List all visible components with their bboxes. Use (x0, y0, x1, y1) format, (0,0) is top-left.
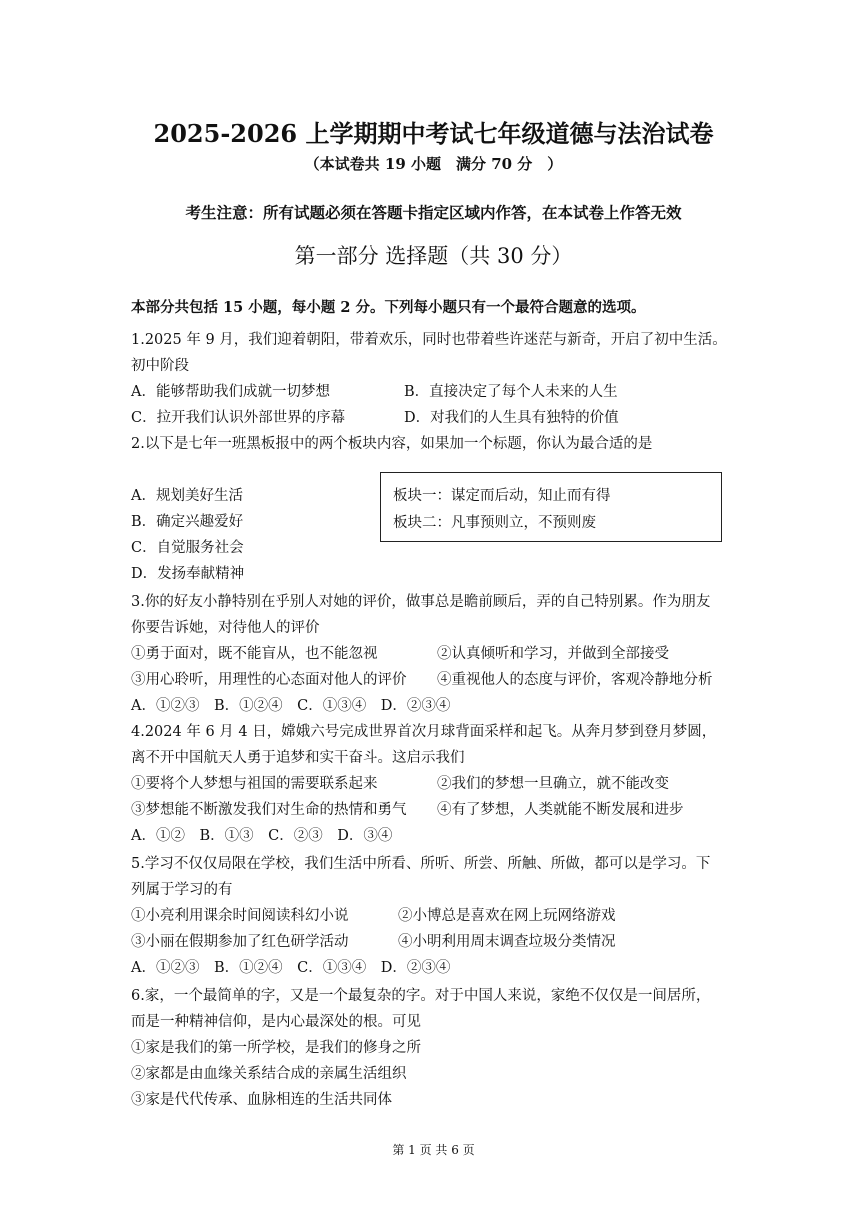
q3-item-2: ②认真倾听和学习，并做到全部接受 (437, 646, 669, 662)
q5-item-3: ③小丽在假期参加了红色研学活动 (131, 934, 349, 950)
q3-item-4: ④重视他人的态度与评价，客观冷静地分析 (437, 672, 713, 688)
q3-item-3: ③用心聆听，用理性的心态面对他人的评价 (131, 672, 407, 688)
q2-option-a: A．规划美好生活 (131, 488, 243, 504)
q2-option-c: C．自觉服务社会 (131, 540, 244, 556)
q6-stem-line1: 6.家，一个最简单的字，又是一个最复杂的字。对于中国人来说，家绝不仅仅是一间居所， (131, 988, 711, 1004)
q4-item-4: ④有了梦想，人类就能不断发展和进步 (437, 802, 684, 818)
q3-stem-line1: 3.你的好友小静特别在乎别人对她的评价，做事总是瞻前顾后，弄的自己特别累。作为朋友 (131, 594, 711, 610)
q5-stem-line2: 列属于学习的有 (131, 882, 233, 898)
q6-item-3: ③家是代代传承、血脉相连的生活共同体 (131, 1092, 392, 1108)
q1-stem-line2: 初中阶段 (131, 358, 189, 374)
q5-item-2: ②小博总是喜欢在网上玩网络游戏 (398, 908, 616, 924)
q4-stem-line2: 离不开中国航天人勇于追梦和实干奋斗。这启示我们 (131, 750, 465, 766)
q5-item-4: ④小明利用周末调查垃圾分类情况 (398, 934, 616, 950)
q5-choices: A．①②③ B．①②④ C．①③④ D．②③④ (131, 960, 451, 976)
q6-item-1: ①家是我们的第一所学校，是我们的修身之所 (131, 1040, 421, 1056)
section-instructions: 本部分共包括 15 小题，每小题 2 分。下列每小题只有一个最符合题意的选项。 (131, 299, 646, 316)
q1-option-b: B．直接决定了每个人未来的人生 (404, 384, 618, 400)
q4-stem-line1: 4.2024 年 6 月 4 日，嫦娥六号完成世界首次月球背面采样和起飞。从奔月梦到登月梦圆， (131, 724, 717, 740)
exam-subtitle: （本试卷共 19 小题 满分 70 分 ） (304, 155, 563, 173)
exam-notice: 考生注意：所有试题必须在答题卡指定区域内作答，在本试卷上作答无效 (185, 203, 682, 222)
q2-stem: 2.以下是七年一班黑板报中的两个板块内容，如果加一个标题，你认为最合适的是 (131, 436, 653, 452)
q4-item-2: ②我们的梦想一旦确立，就不能改变 (437, 776, 669, 792)
q6-stem-line2: 而是一种精神信仰，是内心最深处的根。可见 (131, 1014, 421, 1030)
q3-choices: A．①②③ B．①②④ C．①③④ D．②③④ (131, 698, 451, 714)
q4-choices: A．①② B．①③ C．②③ D．③④ (131, 828, 393, 844)
q2-option-d: D．发扬奉献精神 (131, 566, 245, 582)
q6-item-2: ②家都是由血缘关系结合成的亲属生活组织 (131, 1066, 407, 1082)
q2-quote-box (380, 472, 722, 542)
exam-title: 2025-2026 上学期期中考试七年级道德与法治试卷 (153, 119, 714, 148)
q2-box-line2: 板块二：凡事预则立，不预则废 (393, 515, 596, 531)
q5-item-1: ①小亮利用课余时间阅读科幻小说 (131, 908, 349, 924)
q3-stem-line2: 你要告诉她，对待他人的评价 (131, 620, 320, 636)
q5-stem-line1: 5.学习不仅仅局限在学校，我们生活中所看、所听、所尝、所触、所做，都可以是学习。下 (131, 856, 711, 872)
q4-item-1: ①要将个人梦想与祖国的需要联系起来 (131, 776, 378, 792)
q2-box-line1: 板块一：谋定而后动，知止而有得 (393, 488, 611, 504)
part-title: 第一部分 选择题（共 30 分） (294, 244, 573, 268)
q1-stem-line1: 1.2025 年 9 月，我们迎着朝阳，带着欢乐，同时也带着些许迷茫与新奇，开启了初中生活。 (131, 332, 727, 348)
q2-option-b: B．确定兴趣爱好 (131, 514, 244, 530)
page-footer: 第 1 页 共 6 页 (392, 1143, 475, 1157)
q1-option-c: C．拉开我们认识外部世界的序幕 (131, 410, 346, 426)
q4-item-3: ③梦想能不断激发我们对生命的热情和勇气 (131, 802, 407, 818)
q1-option-a: A．能够帮助我们成就一切梦想 (131, 384, 330, 400)
q1-option-d: D．对我们的人生具有独特的价值 (404, 410, 619, 426)
q3-item-1: ①勇于面对，既不能盲从，也不能忽视 (131, 646, 378, 662)
